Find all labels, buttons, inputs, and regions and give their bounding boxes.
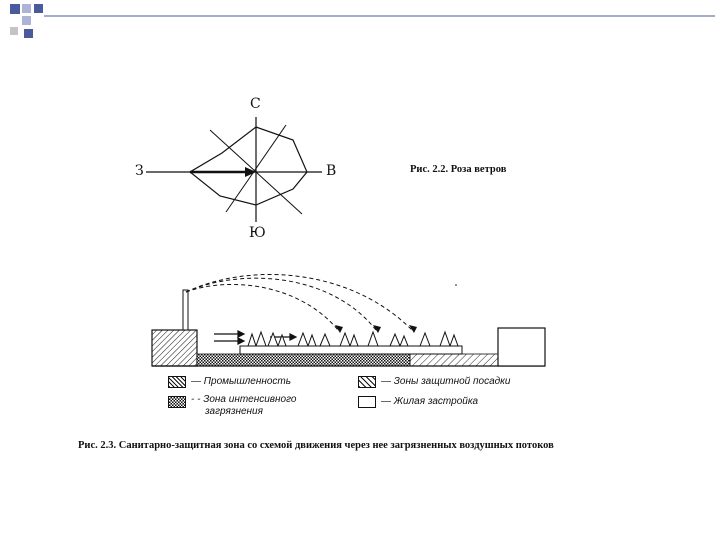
residential-building (498, 328, 545, 366)
arrow-head (409, 325, 417, 333)
tree (420, 333, 430, 346)
tree (340, 333, 358, 346)
legend-protective-label: — Зоны защитной посадки (381, 376, 511, 387)
arrow-head (290, 334, 296, 340)
tree (268, 333, 286, 346)
tree (320, 334, 330, 346)
stray-dot (455, 284, 457, 286)
legend-protective-swatch (358, 376, 376, 388)
arrow-head (238, 331, 244, 337)
tree-row (240, 332, 462, 354)
arrow-head (335, 325, 343, 333)
airflow-arc (186, 284, 338, 330)
legend-pollution-label: - - Зона интенсивного (191, 394, 297, 405)
protective-planting-strip (410, 354, 498, 366)
tree (390, 334, 408, 346)
sanitary-zone-caption: Рис. 2.3. Санитарно-защитная зона со схемой движения через нее загрязненных воздушных потоков (78, 440, 554, 451)
legend-housing-label: — Жилая застройка (381, 396, 479, 407)
legend-pollution-label-cont: загрязнения (205, 406, 263, 417)
legend-housing-swatch (358, 396, 376, 408)
arrow-head (373, 325, 381, 333)
tree (368, 332, 378, 346)
legend-industry-label: — Промышленность (191, 376, 292, 387)
pollution-zone-strip (197, 354, 410, 366)
tree (248, 332, 266, 346)
compass-north-label: С (250, 96, 261, 112)
chimney (183, 290, 188, 330)
polluted-airflow-arcs (186, 274, 412, 330)
industry-building (152, 330, 197, 366)
wind-rose-caption: Рис. 2.2. Роза ветров (410, 164, 507, 175)
airflow-arrowheads (335, 325, 417, 333)
compass-east-label: В (326, 163, 337, 179)
tree (298, 333, 316, 346)
planting-bed (240, 346, 462, 354)
arrow-head (238, 338, 244, 344)
compass-south-label: Ю (249, 225, 266, 241)
legend-industry-swatch (168, 376, 186, 388)
tree (440, 332, 458, 346)
legend-pollution-swatch (168, 396, 186, 408)
compass-west-label: З (135, 163, 144, 179)
